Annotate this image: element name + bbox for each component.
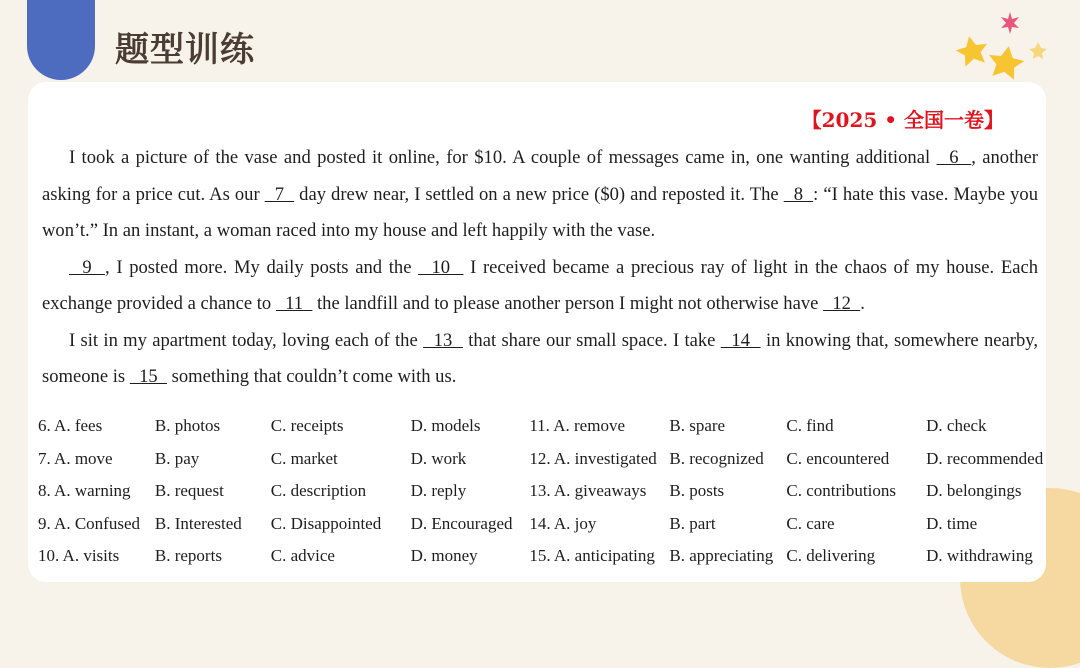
option: 8. A. warning [38,481,131,501]
blank-10: 10 [418,256,464,278]
option: D. Encouraged [410,513,513,533]
option: C. Disappointed [270,513,382,533]
blank-11: 11 [275,293,313,314]
option: C. contributions [786,481,896,501]
paragraph-2: 9 , I posted more. My daily posts and the 10 I received became a precious ray of light in the chaos of my house. Each exchange provided a chance to 11 the landfill and to please another person I might not otherwise have 12 . [42,256,1038,314]
option: B. Interested [154,513,242,533]
option: C. advice [270,546,335,566]
star-icon [953,33,990,68]
blank-7: 7 [264,183,295,205]
options-row [38,475,1046,508]
options-row [38,443,1046,476]
option: B. part [669,513,716,533]
option: 13. A. giveaways [529,481,647,501]
options-row [38,508,1046,541]
option: D. withdrawing [926,546,1033,566]
option: D. check [926,416,987,436]
star-icon [985,43,1026,81]
option: 14. A. joy [529,513,597,533]
option: D. models [410,416,481,436]
option: D. time [926,513,978,533]
option: 10. A. visits [38,546,120,566]
option: D. money [410,546,478,566]
option: B. request [154,481,224,501]
option: B. posts [669,481,725,501]
option: C. market [270,448,338,468]
option: B. reports [154,546,222,566]
option: 12. A. investigated [529,448,657,468]
option: B. photos [154,416,221,436]
options-row [38,410,1046,443]
option: B. appreciating [669,546,774,566]
option: D. reply [410,481,467,501]
options-table [38,410,1046,573]
option: C. delivering [786,546,876,566]
page-title: 题型训练 [115,30,255,70]
content-card [28,82,1046,582]
option: 6. A. fees [38,416,103,436]
option: 11. A. remove [529,416,625,436]
option: D. belongings [926,481,1022,501]
star-icon [1001,12,1019,34]
blank-6: 6 [936,147,972,168]
blank-13: 13 [423,329,463,351]
option: 7. A. move [38,448,113,468]
star-icon [1029,42,1047,59]
paragraph-3: I sit in my apartment today, loving each of the 13 that share our small space. I take 14 in knowing that, somewhere nearby, someone is 15 something that couldn’t come with us. [42,329,1039,387]
options-row [38,540,1046,573]
blank-12: 12 [823,293,861,314]
option: B. pay [154,448,200,468]
option: C. description [270,481,367,501]
option: D. work [410,448,467,468]
option: C. find [786,416,834,436]
stars-decoration [950,8,1070,88]
source-tag: 【2025 • 全国一卷】 [801,108,1004,132]
blank-15: 15 [129,366,167,387]
option: 9. A. Confused [38,513,140,533]
option: C. care [786,513,835,533]
paragraph-1: I took a picture of the vase and posted it online, for $10. A couple of messages came in, one wanting additional 6 , another asking for a price cut. As our 7 day drew near, I settled on a new price ($0) and reposted it. The 8 : “I hate this vase. Maybe you won’t.” In an instant, a woman raced into my house and left happily with the vase. [42,147,1039,241]
cloze-passage [42,140,1038,396]
option: D. recommended [926,448,1044,468]
blank-8: 8 [783,183,814,205]
option: B. spare [669,416,726,436]
blank-14: 14 [720,329,761,351]
option: 15. A. anticipating [529,546,655,566]
option: C. encountered [786,448,890,468]
blue-tab-decoration [27,0,95,80]
blank-9: 9 [69,256,105,278]
option: C. receipts [270,416,344,436]
option: B. recognized [669,448,764,468]
